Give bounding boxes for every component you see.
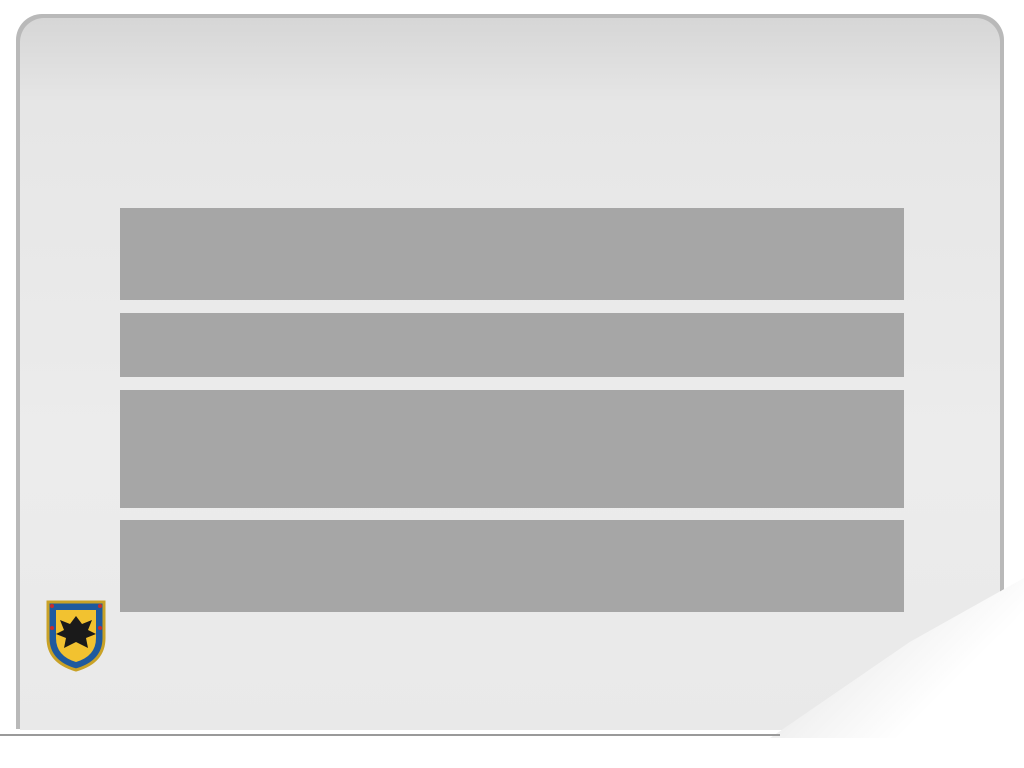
text-box-university-strata [120,520,904,612]
text-box-education-years [120,208,904,300]
text-box-youth-percentage [120,390,904,508]
bogota-humana-logo [898,686,1008,758]
text-box-localities-average [120,313,904,377]
bogota-coat-of-arms-icon [44,598,108,672]
footer-divider [0,734,780,736]
